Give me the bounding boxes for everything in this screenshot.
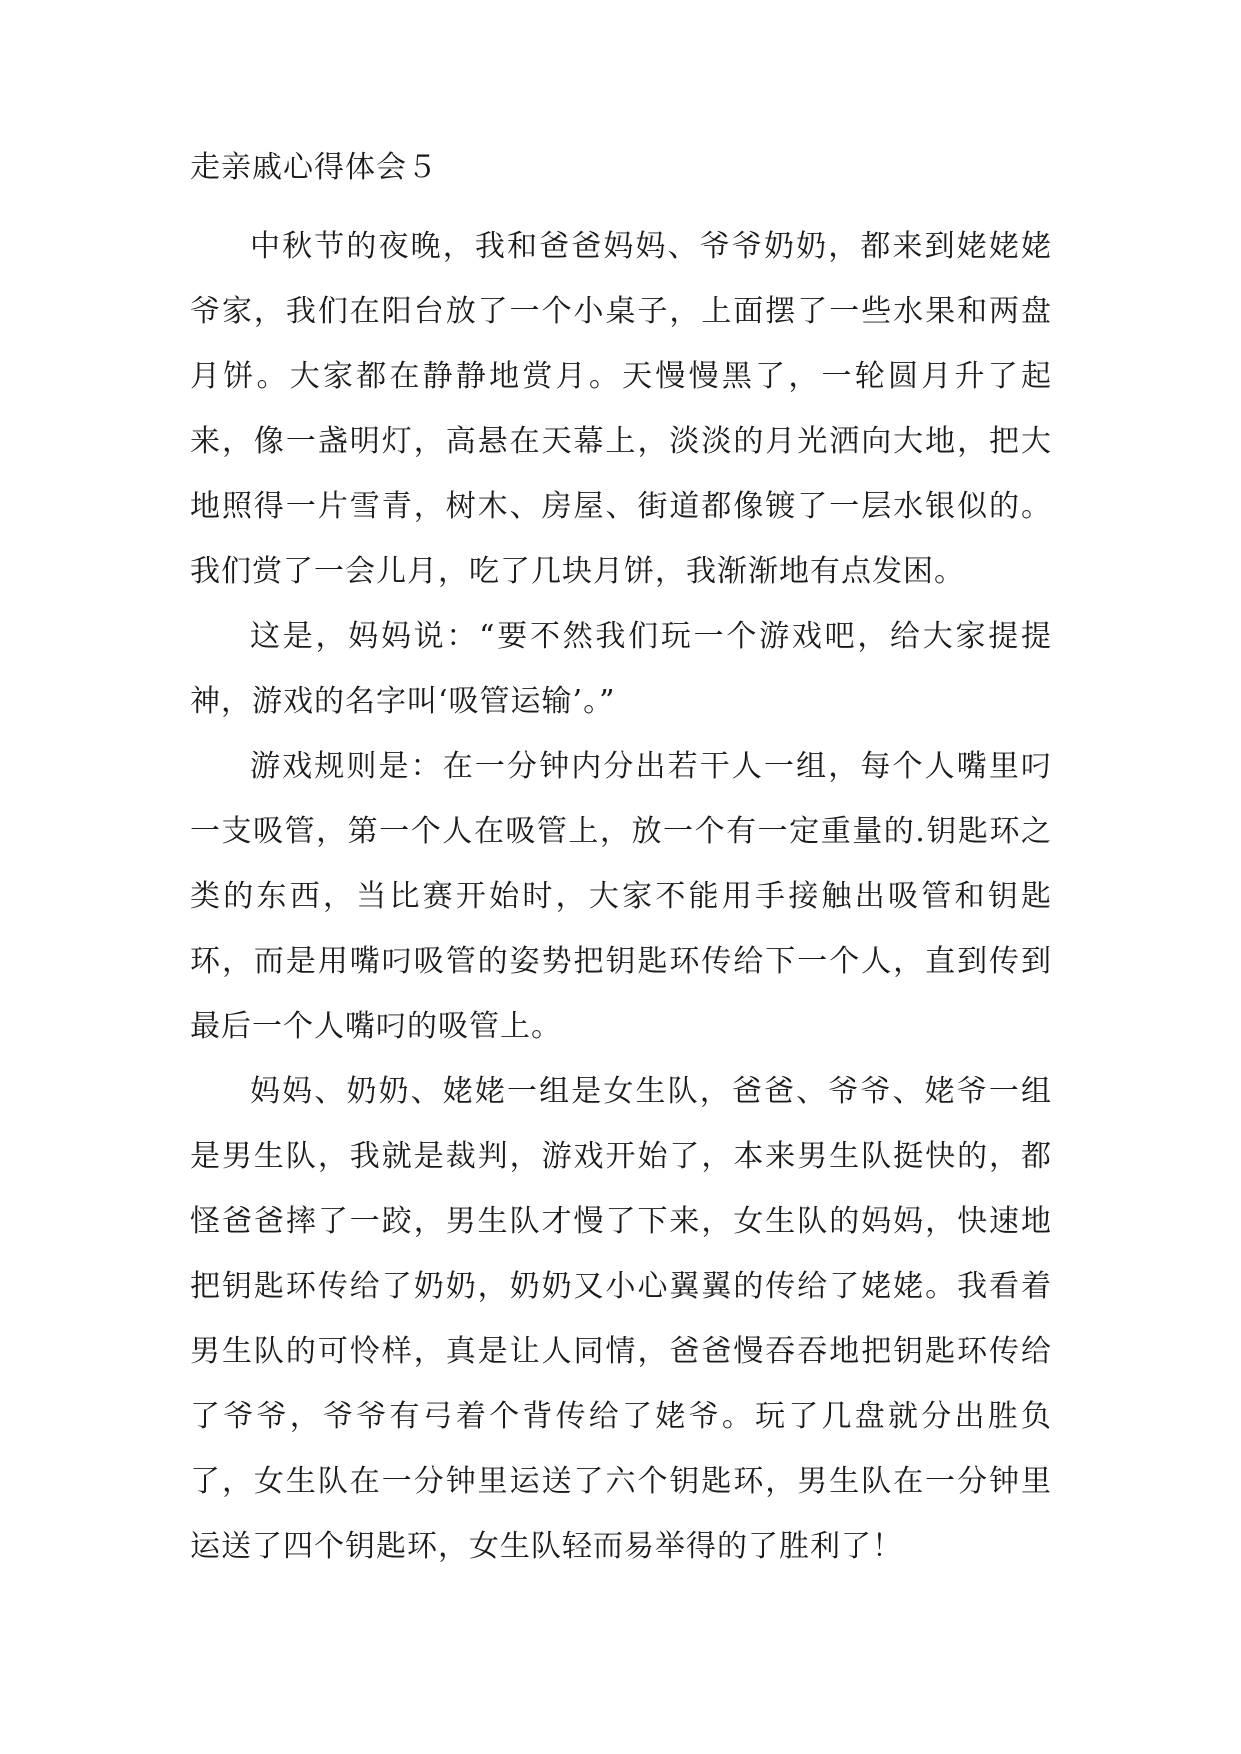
paragraph-2: 这是，妈妈说：“要不然我们玩一个游戏吧，给大家提提神，游戏的名字叫‘吸管运输’。” bbox=[190, 619, 1052, 719]
document-page bbox=[190, 148, 1052, 1579]
paragraph-3: 游戏规则是：在一分钟内分出若干人一组，每个人嘴里叼一支吸管，第一个人在吸管上，放一个有一定重量的.钥匙环之类的东西，当比赛开始时，大家不能用手接触出吸管和钥匙环，而是用嘴叼吸管的姿势把钥匙环传给下一个人，直到传到最后一个人嘴叼的吸管上。 bbox=[190, 749, 1052, 1044]
paragraph-4: 妈妈、奶奶、姥姥一组是女生队，爸爸、爷爷、姥爷一组是男生队，我就是裁判，游戏开始了，本来男生队挺快的，都怪爸爸摔了一跤，男生队才慢了下来，女生队的妈妈，快速地把钥匙环传给了奶奶，奶奶又小心翼翼的传给了姥姥。我看着男生队的可怜样，真是让人同情，爸爸慢吞吞地把钥匙环传给了爷爷，爷爷有弓着个背传给了姥爷。玩了几盘就分出胜负了，女生队在一分钟里运送了六个钥匙环，男生队在一分钟里运送了四个钥匙环，女生队轻而易举得的了胜利了！ bbox=[190, 1074, 1052, 1564]
paragraph-1: 中秋节的夜晚，我和爸爸妈妈、爷爷奶奶，都来到姥姥姥爷家，我们在阳台放了一个小桌子，上面摆了一些水果和两盘月饼。大家都在静静地赏月。天慢慢黑了，一轮圆月升了起来，像一盏明灯，高悬在天幕上，淡淡的月光洒向大地，把大地照得一片雪青，树木、房屋、街道都像镀了一层水银似的。我们赏了一会儿月，吃了几块月饼，我渐渐地有点发困。 bbox=[190, 229, 1052, 589]
document-title: 走亲戚心得体会５ bbox=[190, 150, 438, 185]
